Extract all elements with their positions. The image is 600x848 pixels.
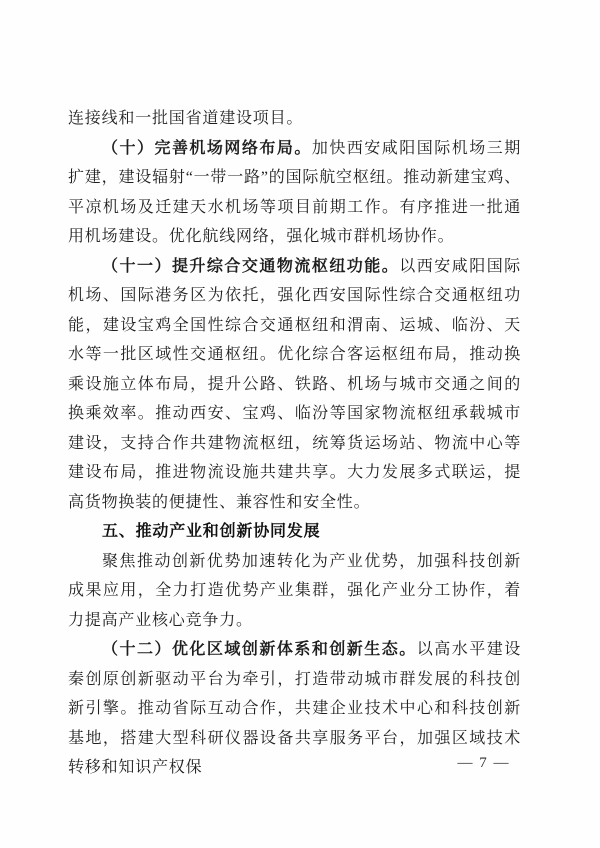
section-five-heading: 五、推动产业和创新协同发展 [102, 523, 321, 540]
document-body [68, 104, 521, 783]
paragraph-item-twelve [68, 635, 521, 783]
paragraph-section-intro: 聚焦推动创新优势加速转化为产业优势，加强科技创新成果应用，全力打造优势产业集群，强化产业分工协作，着力提高产业核心竞争力。 [68, 552, 521, 629]
item-eleven-lead: （十一）提升综合交通物流枢纽功能。 [102, 257, 400, 275]
item-twelve-text: 以高水平建设秦创原创新驱动平台为牵引，打造带动城市群发展的科技创新引擎。推动省际互动合作，共建企业技术中心和科技创新基地，搭建大型科研仪器设备共享服务平台，加强区域技术转移和知识产权保 [68, 641, 521, 776]
paragraph-item-eleven [68, 252, 521, 518]
item-ten-text: 加快西安咸阳国际机场三期扩建，建设辐射“一带一路”的国际航空枢纽。推动新建宝鸡、平凉机场及迁建天水机场等项目前期工作。有序推进一批通用机场建设。优化航线网络，强化城市群机场协作。 [68, 139, 521, 245]
paragraph-item-ten [68, 134, 521, 252]
paragraph-continuation: 连接线和一批国省道建设项目。 [68, 110, 304, 127]
item-twelve-lead: （十二）优化区域创新体系和创新生态。 [102, 641, 417, 658]
item-eleven-text: 以西安咸阳国际机场、国际港务区为依托，强化西安国际性综合交通枢纽功能，建设宝鸡全国性综合交通枢纽和渭南、运城、临汾、天水等一批区域性交通枢纽。优化综合客运枢纽布局，推动换乘设施立体布局，提升公路、铁路、机场与城市交通之间的换乘效率。推动西安、宝鸡、临汾等国家物流枢纽承载城市建设，支持合作共建物流枢纽，统筹货运场站、物流中心等建设布局，推进物流设施共建共享。大力发展多式联运，提高货物换装的便捷性、兼容性和安全性。 [68, 257, 521, 511]
item-ten-lead: （十）完善机场网络布局。 [102, 139, 312, 157]
page-number: — 7 — [457, 755, 510, 771]
